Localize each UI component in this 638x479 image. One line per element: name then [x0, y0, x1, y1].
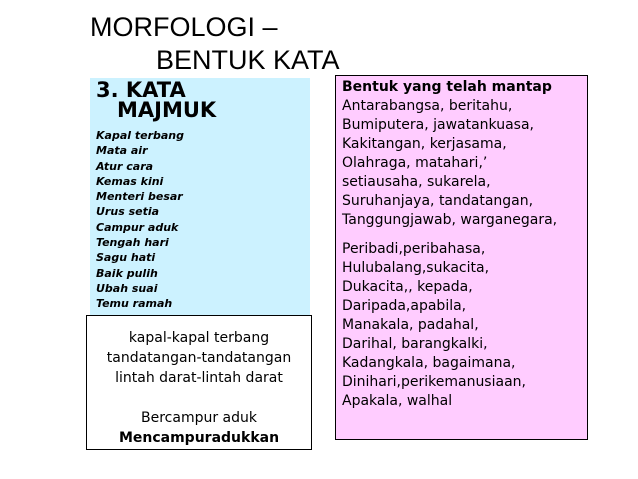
compound-heading — [96, 80, 216, 120]
plural-example: lintah darat-lintah darat — [115, 370, 283, 386]
combined-example-bold: Mencampuradukkan — [118, 430, 280, 446]
compound-heading-line-2: MAJMUK — [117, 98, 217, 122]
list-item: Olahraga, matahari,’ — [342, 155, 488, 171]
list-item: Kapal terbang — [96, 129, 184, 142]
list-item: Temu ramah — [96, 297, 173, 311]
fixed-forms-panel — [335, 75, 588, 440]
plural-example: tandatangan-tandatangan — [106, 350, 292, 366]
list-item: Menteri besar — [96, 190, 183, 204]
slide-title — [90, 10, 340, 77]
list-item: Kemas kini — [96, 174, 164, 188]
plural-example: kapal-kapal terbang — [128, 330, 270, 346]
list-item: Daripada,apabila, — [342, 298, 467, 314]
list-item: Tengah hari — [96, 236, 169, 250]
list-item: Baik pulih — [96, 266, 158, 280]
list-item: Tanggungjawab, warganegara, — [342, 212, 558, 228]
list-item: Dinihari,perikemanusiaan, — [342, 374, 526, 390]
compound-word-list — [96, 128, 184, 312]
list-item: Manakala, padahal, — [342, 317, 479, 333]
list-item: Suruhanjaya, tandatangan, — [342, 193, 534, 209]
combined-example: Bercampur aduk — [141, 410, 257, 426]
fixed-forms-heading: Bentuk yang telah mantap — [342, 79, 552, 95]
list-item: Dukacita,, kepada, — [342, 279, 473, 295]
plural-examples-box — [86, 315, 312, 450]
list-item: Kadangkala, bagaimana, — [342, 355, 516, 371]
list-item: Sagu hati — [96, 251, 156, 265]
list-item: Campur aduk — [96, 220, 179, 234]
list-item: Peribadi,peribahasa, — [342, 241, 486, 257]
list-item: Bumiputera, jawatankuasa, — [342, 117, 534, 133]
list-item: Ubah suai — [96, 281, 158, 295]
title-line-2: BENTUK KATA — [156, 45, 340, 75]
compound-heading-line-1: 3. KATA — [96, 78, 186, 102]
list-item: Atur cara — [96, 159, 154, 173]
list-item: Darihal, barangkalki, — [342, 336, 488, 352]
title-line-1: MORFOLOGI – — [90, 12, 278, 42]
list-item: Antarabangsa, beritahu, — [342, 98, 513, 114]
list-item: Mata air — [96, 144, 148, 158]
list-item: setiausaha, sukarela, — [342, 174, 491, 190]
list-item: Apakala, walhal — [342, 393, 453, 409]
list-item: Hulubalang,sukacita, — [342, 260, 490, 276]
list-item: Kakitangan, kerjasama, — [342, 136, 507, 152]
list-item: Urus setia — [96, 205, 160, 219]
